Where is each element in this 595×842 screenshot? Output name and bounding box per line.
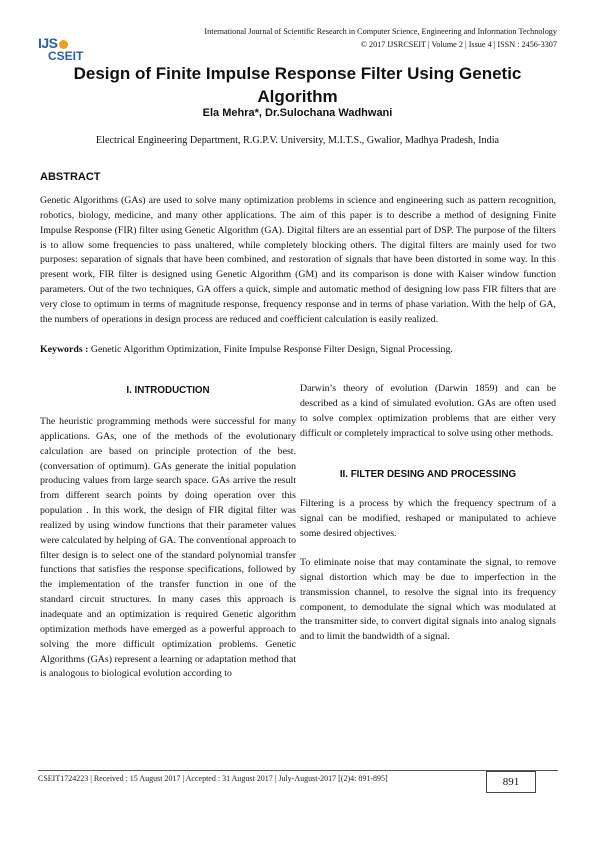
footer-citation: CSEIT1724223 | Received : 15 August 2017 | Accepted : 31 August 2017 | July-August-2017 [(2)4: 891-895] <box>38 774 388 783</box>
keywords <box>40 343 556 358</box>
intro-body: The heuristic programming methods were successful for many applications. GAs, one of the methods of the evolutionary calculation are based on principle protection of the best. (conversation of optimum). GAs generate the initial population producing values from large search space. GAs arrive the result from different search points by doing operation over this population . In this work, the design of FIR digital filter was realized by using window functions that their parameter values were calculated by helping of GA. The conventional approach to filter design is to select one of the standard polynomial transfer functions that satisfies the response specifications, followed by the implementation of the transfer function in one of the standard circuit structures. In many cases this approach is inadequate and an optimization is required Genetic algorithm optimization methods have emerged as a powerful approach to solving the more difficult optimization problems. Genetic Algorithms (GAs) represent a learning or adaptation method that is analogous to biological evolution according to <box>40 416 296 680</box>
abstract-body: Genetic Algorithms (GAs) are used to solve many optimization problems in science and engineering such as pattern recognition, robotics, biology, medicine, and many other applications. The aim of this paper is to describe a method of designing Finite Impulse Response (FIR) filter using Genetic Algorithm (GA). Digital filters are an essential part of DSP. The purpose of the filters is to allow some frequencies to pass unaltered, while completely blocking others. The digital filters are mainly used for two purposes: separation of signals that have been combined, and restoration of signals that have been distorted in some way. In this present work, FIR filter is designed using Genetic Algorithm (GM) and its comparison is done with Kaiser window function parameters. Out of the two techniques, GA offers a quick, simple and automatic method of designing low pass FIR filters that are very close to optimum in terms of magnitude response, frequency response and in terms of phase variation. With the help of GA, the numbers of operations in design process are reduced and coefficient calculation is easily realized. <box>40 195 556 325</box>
paper-authors: Ela Mehra*, Dr.Sulochana Wadhwani <box>202 107 393 119</box>
abstract-heading: ABSTRACT <box>40 171 101 183</box>
keywords-label: Keywords : <box>40 344 89 355</box>
logo-dot-icon <box>59 40 68 49</box>
logo-text: CSEIT <box>48 49 84 63</box>
filter-paragraph-2: To eliminate noise that may contaminate the signal, to remove signal distortion which may be due to imperfection in the transmission channel, to resolve the signal into its frequency component, to demodulate the signal which was modulated at the transmitter side, to convert digital signals into analog signals and to limit the bandwidth of a signal. <box>300 557 556 643</box>
paper-affiliation: Electrical Engineering Department, R.G.P.V. University, M.I.T.S., Gwalior, Madhya Pradesh, India <box>95 135 500 146</box>
filter-paragraph-1: Filtering is a process by which the frequency spectrum of a signal can be modified, reshaped or manipulated to achieve some desired objectives. <box>300 498 556 539</box>
journal-logo: IJS CSEIT <box>38 36 86 66</box>
intro-continued: Darwin’s theory of evolution (Darwin 1859) and can be described as a kind of simulated evolution. GAs are often used to solve complex optimization problems that are either very difficult or completely impractical to solve using other methods. <box>300 383 556 439</box>
volume-info: © 2017 IJSRCSEIT | Volume 2 | Issue 4 | ISSN : 2456-3307 <box>360 40 557 49</box>
filter-heading: II. FILTER DESING AND PROCESSING <box>339 469 517 480</box>
journal-name: International Journal of Scientific Research in Computer Science, Engineering and Information Technology <box>204 27 557 36</box>
page-number: 891 <box>486 771 536 793</box>
paper-title: Design of Finite Impulse Response Filter Using Genetic Algorithm <box>73 64 522 106</box>
keywords-text: Genetic Algorithm Optimization, Finite Impulse Response Filter Design, Signal Processing. <box>88 344 453 355</box>
intro-heading: I. INTRODUCTION <box>126 385 210 396</box>
footer-divider <box>38 770 558 771</box>
